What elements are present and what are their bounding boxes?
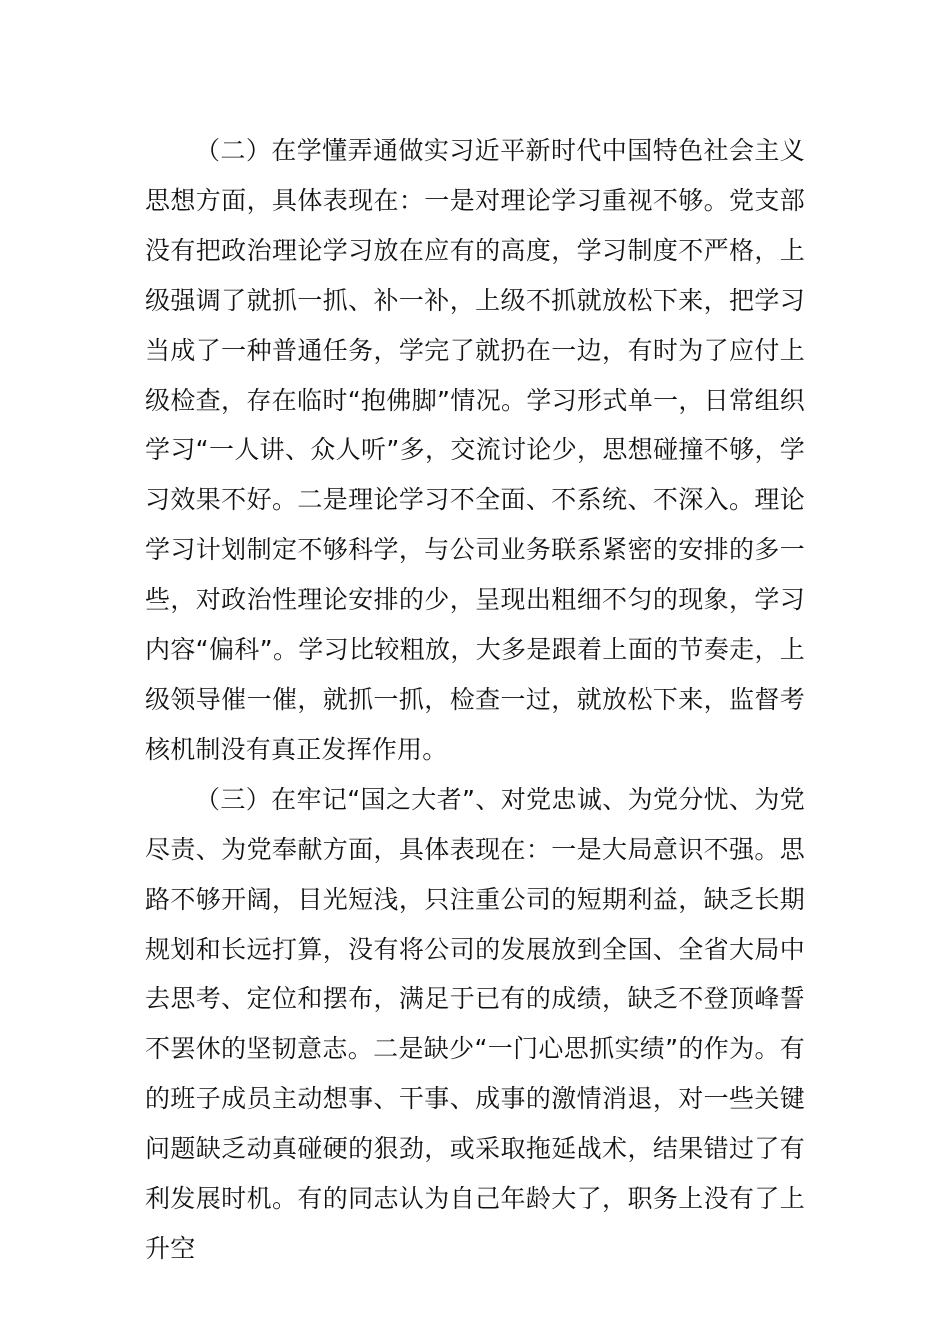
paragraph-section-2: （二）在学懂弄通做实习近平新时代中国特色社会主义思想方面，具体表现在：一是对理论学习重视不够。党支部没有把政治理论学习放在应有的高度，学习制度不严格，上级强调了就抓一抓、补一补，上级不抓就放松下来，把学习当成了一种普通任务，学完了就扔在一边，有时为了应付上级检查，存在临时“抱佛脚”情况。学习形式单一，日常组织学习“一人讲、众人听”多，交流讨论少，思想碰撞不够，学习效果不好。二是理论学习不全面、不系统、不深入。理论学习计划制定不够科学，与公司业务联系紧密的安排的多一些，对政治性理论安排的少，呈现出粗细不匀的现象，学习内容“偏科”。学习比较粗放，大多是跟着上面的节奏走，上级领导催一催，就抓一抓，检查一过，就放松下来，监督考核机制没有真正发挥作用。	[145, 136, 805, 764]
document-body	[145, 126, 805, 1274]
paragraph-section-3: （三）在牢记“国之大者”、对党忠诚、为党分忧、为党尽责、为党奉献方面，具体表现在：一是大局意识不强。思路不够开阔，目光短浅，只注重公司的短期利益，缺乏长期规划和长远打算，没有将公司的发展放到全国、全省大局中去思考、定位和摆布，满足于已有的成绩，缺乏不登顶峰誓不罢休的坚韧意志。二是缺少“一门心思抓实绩”的作为。有的班子成员主动想事、干事、成事的激情消退，对一些关键问题缺乏动真碰硬的狠劲，或采取拖延战术，结果错过了有利发展时机。有的同志认为自己年龄大了，职务上没有了上升空	[145, 784, 805, 1263]
